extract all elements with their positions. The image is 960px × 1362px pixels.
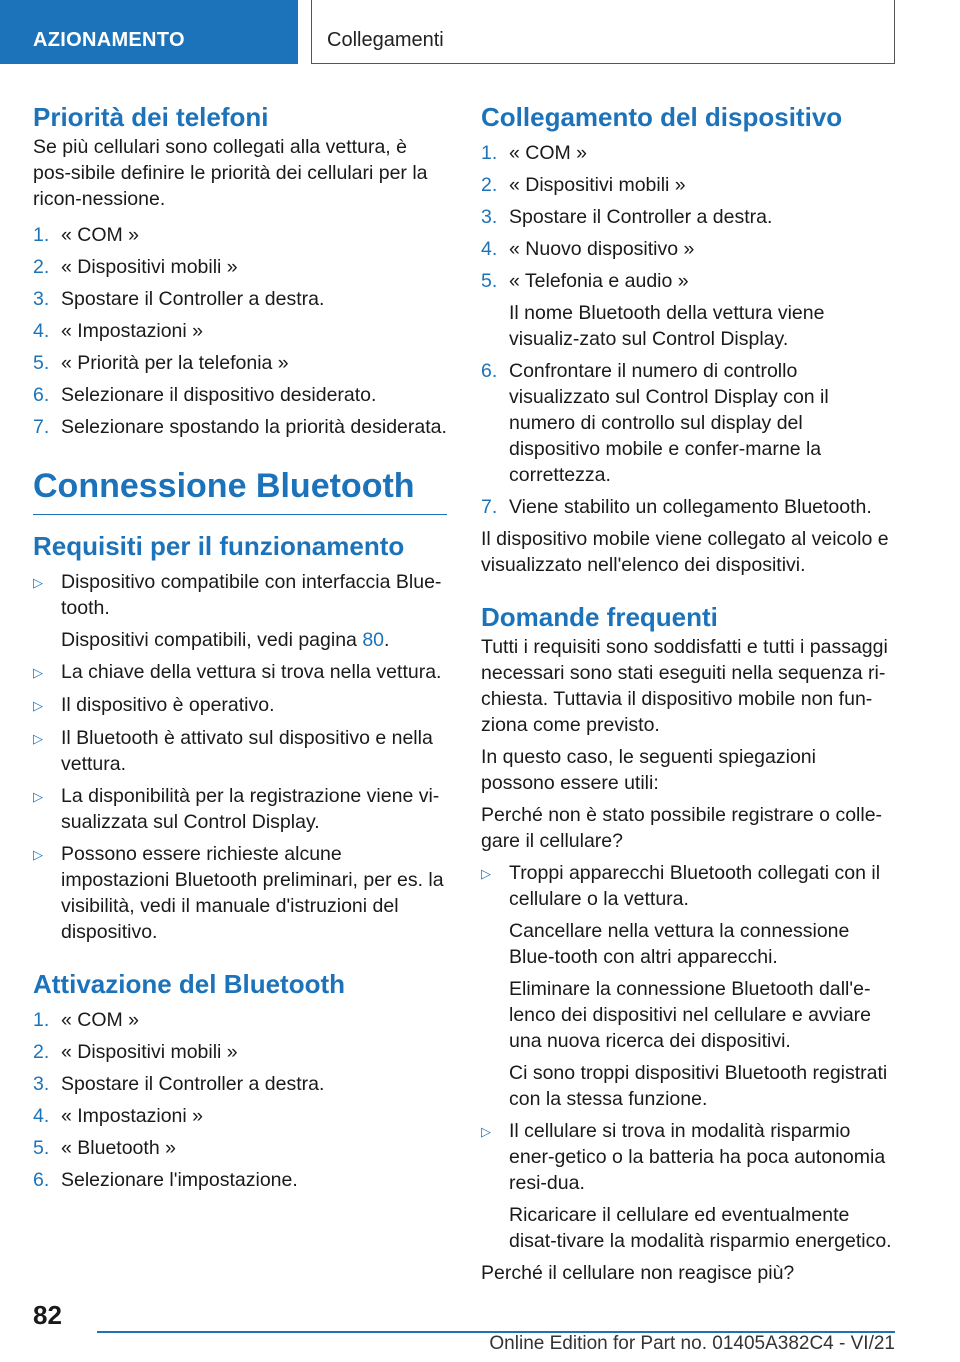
step-number: 4. [481,238,498,260]
step-number: 5. [33,1137,50,1159]
faq-heading: Domande frequenti [481,602,718,632]
list-item [33,1071,447,1097]
triangle-bullet-icon: ▷ [33,731,43,746]
step-text: « Nuovo dispositivo » [509,238,695,260]
step-number: 6. [33,1169,50,1191]
connect-heading: Collegamento del dispositivo [481,102,843,132]
requirement-text: Possono essere richieste alcune impostazioni Bluetooth preliminari, per es. la visibilità, vedi il manuale d'istruzioni del dispositivo. [61,843,444,943]
list-item [33,1103,447,1129]
step-number: 5. [481,270,498,292]
list-item [33,254,447,280]
step-number: 7. [33,416,50,438]
step-number: 1. [33,1009,50,1031]
faq-answers-1 [481,860,895,1254]
answer-subtext: Eliminare la connessione Bluetooth dall'e-lenco dei dispositivi nel cellulare e avviare una nuova ricerca dei dispositivi. [509,978,872,1052]
faq-intro: Tutti i requisiti sono soddisfatti e tutti i passaggi necessari sono stati eseguiti nella sequenza ri-chiesta. Tuttavia il dispositivo mobile non fun-ziona come previsto. [481,636,888,736]
list-item [33,1167,447,1193]
list-item [481,204,895,230]
list-item [33,286,447,312]
step-text: « Dispositivi mobili » [61,1041,238,1063]
requirement-text: Il dispositivo è operativo. [61,694,275,716]
faq-question-1: Perché non è stato possibile registrare o colle-gare il cellulare? [481,804,883,852]
list-item [33,318,447,344]
triangle-bullet-icon: ▷ [33,847,43,862]
chapter-title: Collegamenti [311,0,895,64]
step-number: 4. [33,1105,50,1127]
list-item [481,358,895,488]
triangle-bullet-icon: ▷ [33,665,43,680]
step-number: 2. [33,256,50,278]
answer-subtext: Ricaricare il cellulare ed eventualmente disat-tivare la modalità risparmio energetico. [509,1204,892,1252]
priority-steps [33,222,447,440]
step-number: 2. [481,174,498,196]
list-item [33,569,447,653]
answer-text: Il cellulare si trova in modalità risparmio ener-getico o la batteria ha poca autonomia resi-dua. [509,1120,886,1194]
list-item [481,172,895,198]
step-text: Viene stabilito un collegamento Bluetooth. [509,496,872,518]
step-number: 3. [33,1073,50,1095]
triangle-bullet-icon: ▷ [33,789,43,804]
requirement-text: La chiave della vettura si trova nella vettura. [61,661,442,683]
list-item [33,414,447,440]
step-text: « Priorità per la telefonia » [61,352,289,374]
bluetooth-heading: Connessione Bluetooth [33,464,447,515]
step-number: 4. [33,320,50,342]
step-subtext: Il nome Bluetooth della vettura viene visualiz-zato sul Control Display. [509,302,825,350]
step-number: 2. [33,1041,50,1063]
step-number: 6. [481,360,498,382]
step-text: « Dispositivi mobili » [509,174,686,196]
step-number: 6. [33,384,50,406]
requirement-subtext: Dispositivi compatibili, vedi pagina 80. [61,629,390,651]
step-number: 1. [481,142,498,164]
section-tab: AZIONAMENTO [0,0,298,64]
faq-intro-2: In questo caso, le seguenti spiegazioni possono essere utili: [481,746,816,794]
step-text: « COM » [61,1009,140,1031]
step-number: 7. [481,496,498,518]
answer-subtext: Ci sono troppi dispositivi Bluetooth registrati con la stessa funzione. [509,1062,888,1110]
list-item [33,382,447,408]
step-text: « Impostazioni » [61,1105,203,1127]
step-text: Spostare il Controller a destra. [61,1073,325,1095]
page-number: 82 [33,1300,62,1330]
step-text: « Dispositivi mobili » [61,256,238,278]
activation-steps [33,1007,447,1193]
footer-edition: Online Edition for Part no. 01405A382C4 - VI/21 [489,1333,895,1354]
triangle-bullet-icon: ▷ [33,575,43,590]
list-item [33,350,447,376]
list-item [33,222,447,248]
step-number: 3. [33,288,50,310]
step-text: « Bluetooth » [61,1137,176,1159]
requirements-heading: Requisiti per il funzionamento [33,531,405,561]
list-item [481,494,895,520]
left-column [33,100,447,1193]
list-item [33,1007,447,1033]
requirement-text: La disponibilità per la registrazione viene vi-sualizzata sul Control Display. [61,785,440,833]
list-item [33,1039,447,1065]
step-text: « COM » [61,224,140,246]
list-item [33,841,447,945]
step-text: Selezionare l'impostazione. [61,1169,298,1191]
step-text: Spostare il Controller a destra. [509,206,773,228]
priority-intro: Se più cellulari sono collegati alla vettura, è pos-sibile definire le priorità dei cellulari per la ricon-nessione. [33,136,428,210]
step-text: « Impostazioni » [61,320,203,342]
step-number: 5. [33,352,50,374]
priority-heading: Priorità dei telefoni [33,102,269,132]
connect-result: Il dispositivo mobile viene collegato al veicolo e visualizzato nell'elenco dei dispositivi. [481,528,889,576]
list-item [33,725,447,777]
list-item [33,659,447,686]
list-item [33,1135,447,1161]
answer-subtext: Cancellare nella vettura la connessione Blue-tooth con altri apparecchi. [509,920,850,968]
activation-heading: Attivazione del Bluetooth [33,969,345,999]
answer-text: Troppi apparecchi Bluetooth collegati con il cellulare o la vettura. [509,862,881,910]
list-item [481,860,895,1112]
triangle-bullet-icon: ▷ [33,698,43,713]
step-text: Confrontare il numero di controllo visualizzato sul Control Display con il numero di controllo sul display del dispositivo mobile e confer-marne la correttezza. [509,360,829,486]
step-text: Spostare il Controller a destra. [61,288,325,310]
list-item [33,692,447,719]
list-item [33,783,447,835]
page-link[interactable]: 80 [362,629,385,651]
step-number: 3. [481,206,498,228]
triangle-bullet-icon: ▷ [481,866,491,881]
step-text: Selezionare spostando la priorità desiderata. [61,416,447,438]
step-text: « Telefonia e audio » [509,270,689,292]
list-item [481,1118,895,1254]
connect-steps [481,140,895,520]
requirement-text: Dispositivo compatibile con interfaccia Blue-tooth. [61,571,442,619]
faq-question-2: Perché il cellulare non reagisce più? [481,1262,795,1284]
list-item [481,236,895,262]
step-text: Selezionare il dispositivo desiderato. [61,384,377,406]
list-item [481,268,895,352]
requirement-text: Il Bluetooth è attivato sul dispositivo e nella vettura. [61,727,433,775]
triangle-bullet-icon: ▷ [481,1124,491,1139]
step-number: 1. [33,224,50,246]
requirements-list [33,569,447,945]
list-item [481,140,895,166]
right-column [481,100,895,1286]
step-text: « COM » [509,142,588,164]
